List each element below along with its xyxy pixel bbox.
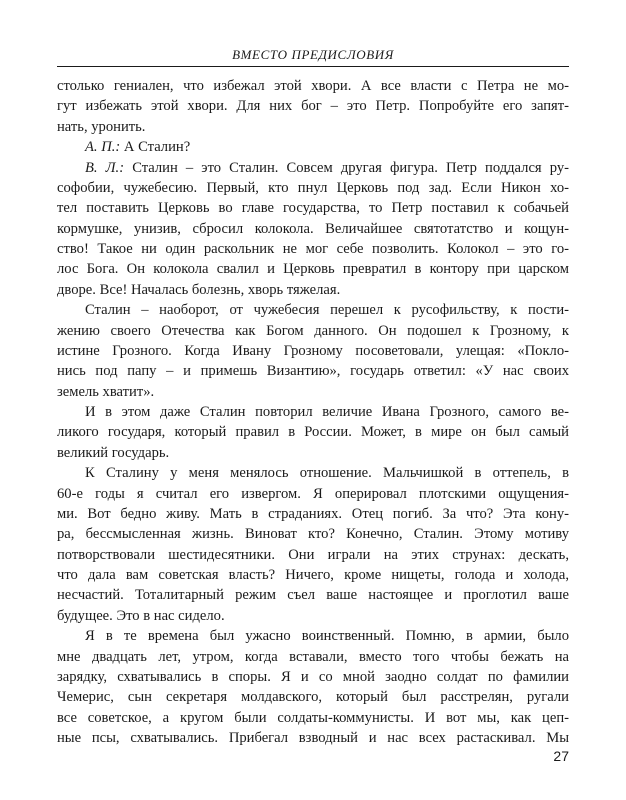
text-line: софобии, чужебесию. Первый, кто пнул Церковь под зад. Если Никон хо- — [57, 180, 569, 196]
text-line: ра, бессмысленная жизнь. Виноват кто? Конечно, Сталин. Этому мотиву — [57, 526, 569, 542]
text-line: великий государь. — [57, 445, 170, 461]
text-line: кормушке, унизив, сбросил колокола. Величайшее святотатство и кощун- — [57, 221, 569, 237]
text-line: несчастий. Тоталитарный режим съел ваше настоящее и проглотил ваше — [57, 587, 569, 603]
text-line: потворствовали шестидесятники. Они играли на этих струнах: дескать, — [57, 547, 569, 563]
text-line: ми. Вот бедно живу. Мать в страданиях. Отец погиб. За что? Эта кону- — [57, 506, 569, 522]
text-line: жению своего Отечества как Богом данного. Он подошел к Грозному, к — [57, 323, 569, 339]
text-line: мне двадцать лет, утром, когда вставали, вместо того чтобы бежать на — [57, 649, 569, 665]
text-line: истине Грозного. Когда Ивану Грозному посоветовали, улещая: «Покло- — [57, 343, 569, 359]
text-line: гут избежать этой хвори. Для них бог – это Петр. Попробуйте его запят- — [57, 98, 569, 114]
header-rule — [57, 66, 569, 67]
text-line: что дала вам советская власть? Ничего, кроме нищеты, голода и холода, — [57, 567, 569, 583]
text-line: столько гениален, что избежал этой хвори. А все власти с Петра не мо- — [57, 78, 569, 94]
text-line: Я в те времена был ужасно воинственный. Помню, в армии, было — [85, 628, 569, 644]
text-line — [85, 158, 569, 178]
text-line: Сталин – наоборот, от чужебесия перешел к русофильству, к пости- — [85, 302, 569, 318]
text-line: нись под папу – и примешь Византию», государь ответил: «У нас своих — [57, 363, 569, 379]
running-title: ВМЕСТО ПРЕДИСЛОВИЯ — [232, 47, 394, 62]
text-line: лос Бога. Он колокола свалил и Церковь превратил в контору при царском — [57, 261, 569, 277]
text-line: К Сталину у меня менялось отношение. Мальчишкой в оттепель, в — [85, 465, 569, 481]
speaker-label: В. Л.: — [85, 160, 125, 176]
text-line: ные псы, схватывались. Прибегал взводный и нас всех растаскивал. Мы — [57, 730, 569, 746]
page-number: 27 — [553, 748, 569, 764]
text-line: И в этом даже Сталин повторил величие Ивана Грозного, самого ве- — [85, 404, 569, 420]
text-line: ство! Такое ни один раскольник не мог себе позволить. Колокол – это го- — [57, 241, 569, 257]
speaker-label: А. П.: — [85, 139, 121, 155]
text-line: нать, уронить. — [57, 119, 146, 135]
text-line — [85, 137, 569, 157]
text-line: будущее. Это в нас сидело. — [57, 608, 225, 624]
text-line: дворе. Все! Началась болезнь, хворь тяжелая. — [57, 282, 341, 298]
text-line: ликого государя, который правил в России. Может, в мире он был самый — [57, 424, 569, 440]
text-line: все советское, а кругом были солдаты-коммунисты. И вот мы, как цеп- — [57, 710, 569, 726]
text-line: Чемерис, сын секретаря молдавского, который был расстрелян, ругали — [57, 689, 569, 705]
text-line: земель хватит». — [57, 384, 155, 400]
line-text: Сталин – это Сталин. Совсем другая фигура. Петр поддался ру- — [124, 160, 570, 176]
line-text: А Сталин? — [120, 139, 191, 155]
text-line: зарядку, схватывались в споры. Я и со мной заодно солдат по фамилии — [57, 669, 569, 685]
text-line: тел поставить Церковь во главе государства, то Петр поставил к собачьей — [57, 200, 569, 216]
text-line: 60-е годы я считал его извергом. Я оперировал плотскими ощущения- — [57, 486, 569, 502]
